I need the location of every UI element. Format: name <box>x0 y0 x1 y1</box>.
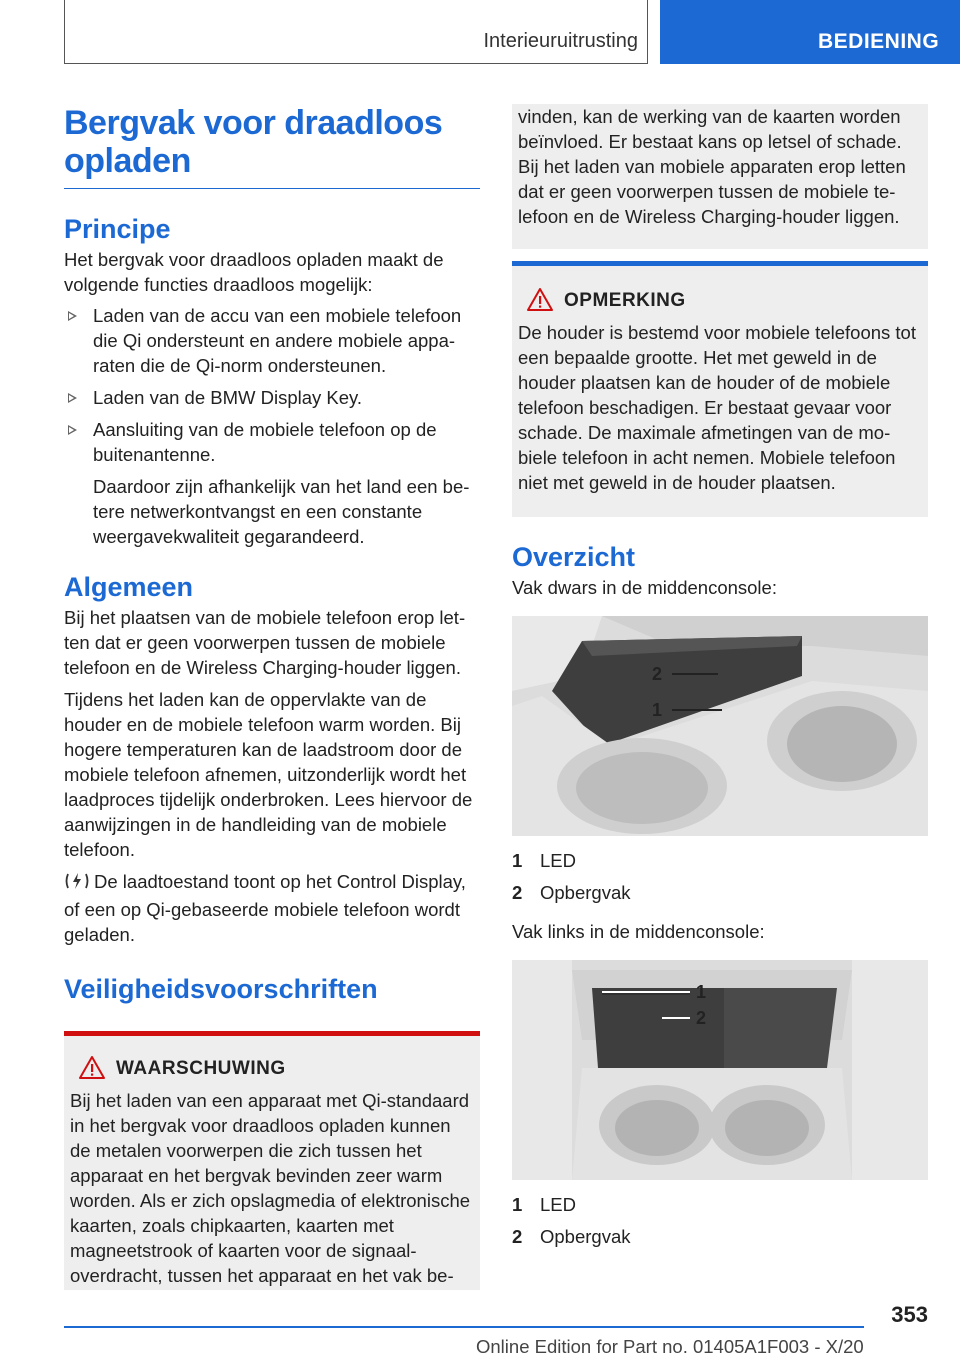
legend-2 <box>512 1192 928 1249</box>
list-item-text: Aansluiting van de mobiele telefoon op de buitenantenne. <box>93 419 437 465</box>
warning-triangle-icon <box>526 287 554 320</box>
triangle-bullet-icon <box>68 425 77 435</box>
header-chapter-label: BEDIENING <box>818 30 940 53</box>
footer-divider <box>64 1326 864 1328</box>
warning-title <box>70 1056 474 1082</box>
notice-title-text: OPMERKING <box>564 290 686 311</box>
header-section-title: Interieuruitrusting <box>483 30 638 52</box>
algemeen-paragraph-3-text: De laadtoestand toont op het Control Display, of een op Qi-gebaseerde mobiele telefoon wordt geladen. <box>64 871 466 945</box>
warning-box-continued <box>512 104 928 249</box>
legend-label: LED <box>540 1194 576 1215</box>
callout-label: 1 <box>696 982 707 1002</box>
algemeen-heading: Algemeen <box>64 572 194 602</box>
legend-label: Opbergvak <box>540 882 631 903</box>
principe-list <box>64 303 480 467</box>
principe-intro: Het bergvak voor draadloos opladen maakt de volgende functies draadloos mogelijk: <box>64 249 444 295</box>
overzicht-heading: Overzicht <box>512 542 636 572</box>
list-item-text: Laden van de BMW Display Key. <box>93 387 363 408</box>
wireless-charging-icon <box>64 871 94 897</box>
legend-row <box>512 1224 928 1249</box>
legend-number: 1 <box>512 1194 523 1215</box>
warning-text: Bij het laden van een apparaat met Qi-standaard in het bergvak voor draadloos opladen kunnen de metalen voorwerpen die zich tussen het apparaat en het bergvak bevinden zeer warm worden. Als er zich opslagmedia of elektronische kaarten, zoals chipkaarten, kaarten met magneetstrook of kaarten voor de signaaloverdracht, tussen het apparaat en het vak be- <box>70 1090 471 1286</box>
warning-box <box>64 1031 480 1290</box>
page-number: 353 <box>891 1302 928 1327</box>
principe-subtext: Daardoor zijn afhankelijk van het land een betere netwerkontvangst en een constante weergavekwaliteit gegarandeerd. <box>93 476 470 547</box>
list-item <box>64 417 480 467</box>
page-title <box>64 104 480 189</box>
legend-row <box>512 880 928 905</box>
warning-triangle-icon <box>78 1055 106 1088</box>
footer-edition: Online Edition for Part no. 01405A1F003 - X/20 <box>476 1336 864 1357</box>
callout-label: 1 <box>652 700 663 720</box>
caption-2: Vak links in de middenconsole: <box>512 921 765 942</box>
list-item <box>64 385 480 410</box>
legend-number: 1 <box>512 850 523 871</box>
notice-title <box>518 288 922 314</box>
algemeen-paragraph-3 <box>64 869 480 947</box>
page-title-line2: opladen <box>64 142 191 180</box>
warning-continued-text: vinden, kan de werking van de kaarten worden beïnvloed. Er bestaat kans op letsel of schade. Bij het laden van mobiele apparaten erop letten dat er geen voorwerpen tussen de mobiele telefoon en de Wireless Charging-houder liggen. <box>518 106 906 227</box>
header-chapter-tab <box>660 0 960 64</box>
page-title-line1: Bergvak voor draadloos <box>64 104 443 142</box>
triangle-bullet-icon <box>68 311 77 321</box>
console-photo-transverse <box>512 616 928 836</box>
warning-title-text: WAARSCHUWING <box>116 1058 286 1079</box>
legend-row <box>512 848 928 873</box>
right-column <box>512 104 928 1249</box>
legend-1 <box>512 848 928 905</box>
notice-text: De houder is bestemd voor mobiele telefoons tot een bepaalde grootte. Het met geweld in de houder plaatsen kan de houder of de mobiele telefoon beschadigen. Er bestaat gevaar voor schade. De maximale afmetingen van de mobiele telefoon in acht nemen. Mobiele telefoon niet met geweld in de houder plaatsen. <box>518 322 916 493</box>
legend-number: 2 <box>512 882 523 903</box>
legend-label: LED <box>540 850 576 871</box>
callout-label: 2 <box>696 1008 707 1028</box>
algemeen-paragraph-2: Tijdens het laden kan de oppervlakte van de houder en de mobiele telefoon warm worden. Bij hogere temperaturen kan de laadstroom door de mobiele telefoon afnemen, uitzonderlijk wordt het laadproces tijdelijk onderbroken. Lees hiervoor de aanwijzingen in de handleiding van de mobiele telefoon. <box>64 689 473 860</box>
console-photo-left <box>512 960 928 1180</box>
caption-1: Vak dwars in de middenconsole: <box>512 577 777 598</box>
left-column <box>64 104 480 1290</box>
notice-box <box>512 261 928 517</box>
principe-heading: Principe <box>64 214 171 244</box>
legend-label: Opbergvak <box>540 1226 631 1247</box>
callout-label: 2 <box>652 664 663 684</box>
veiligheid-heading: Veiligheidsvoorschriften <box>64 974 378 1004</box>
list-item <box>64 303 480 378</box>
legend-number: 2 <box>512 1226 523 1247</box>
list-item-text: Laden van de accu van een mobiele telefoon die Qi ondersteunt en andere mobiele apparaten die de Qi-norm ondersteunen. <box>93 305 462 376</box>
algemeen-paragraph-1: Bij het plaatsen van de mobiele telefoon erop letten dat er geen voorwerpen tussen de mobiele telefoon en de Wireless Charging-houder liggen. <box>64 607 466 678</box>
legend-row <box>512 1192 928 1217</box>
triangle-bullet-icon <box>68 393 77 403</box>
